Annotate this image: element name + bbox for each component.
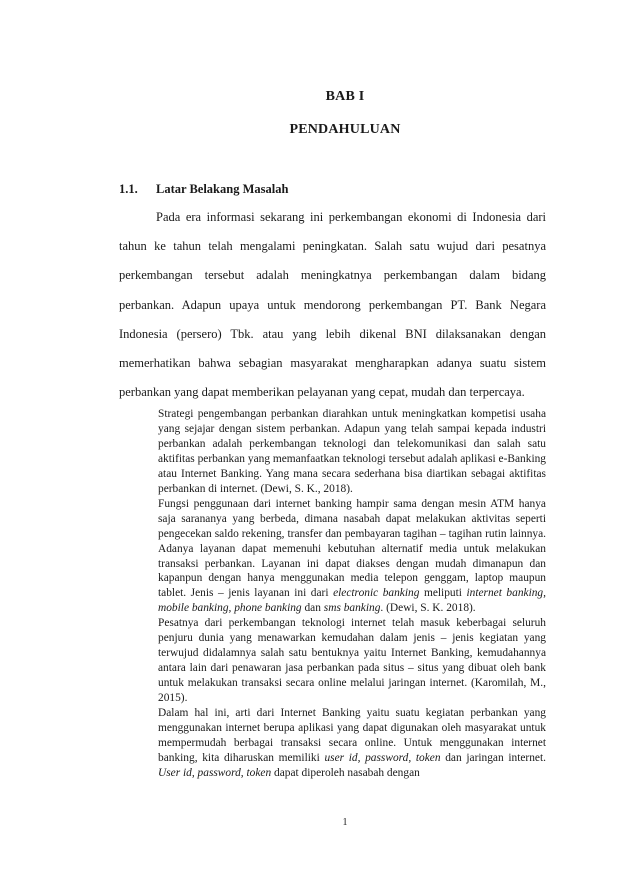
- quote-paragraph-3: Pesatnya dari perkembangan teknologi internet telah masuk keberbagai seluruh penjuru dunia yang menawarkan kemudahan dalam jenis – jenis kegiatan yang terwujud didalamnya salah satu bentuknya yaitu Internet Banking, kemudahannya antara lain dari penawaran jasa perbankan pada situs – situs yang dibuat oleh bank untuk melakukan transaksi secara online melalui jaringan internet. (Karomilah, M., 2015).: [158, 617, 546, 705]
- quote-4-text: dan jaringan internet.: [440, 751, 546, 764]
- quote-4-text: dapat diperoleh nasabah dengan: [271, 766, 420, 779]
- quote-2-italic-term: internet banking, mobile banking, phone banking: [158, 587, 546, 615]
- quote-2-italic-term: sms banking: [323, 602, 381, 615]
- page-number: 1: [342, 817, 348, 828]
- quote-2-italic-term: electronic banking: [333, 587, 420, 600]
- quote-paragraph-4: [158, 706, 546, 781]
- section-heading: [119, 182, 288, 197]
- chapter-number: BAB I: [325, 89, 365, 104]
- chapter-title: PENDAHULUAN: [289, 122, 401, 137]
- block-quotations: [158, 407, 546, 781]
- quote-2-text: . (Dewi, S. K. 2018).: [380, 602, 476, 615]
- section-number: 1.1.: [119, 182, 138, 196]
- quote-4-italic-term: User id, password, token: [158, 766, 272, 779]
- quote-paragraph-2: [158, 497, 546, 617]
- section-title: Latar Belakang Masalah: [156, 182, 289, 196]
- quote-2-text: Fungsi penggunaan dari internet banking hampir sama dengan mesin ATM hanya saja sarananya yang berbeda, dimana nasabah dapat melakukan aktivitas seperti pengecekan saldo rekening, transfer dan pembayaran tagihan – tagihan rutin lainnya. Adanya layanan dapat memenuhi kebutuhan alternatif media untuk melakukan transaksi perbankan. Layanan ini dapat diakses dengan mudah dimanapun dan kapanpun dengan hanya menggunakan media telepon genggam, laptop maupun tablet. Jenis – jenis layanan ini dari: [158, 497, 546, 600]
- quote-4-text: Dalam hal ini, arti dari Internet Banking yaitu suatu kegiatan perbankan yang menggunakan internet berupa aplikasi yang dapat digunakan oleh masyarakat untuk mempermudah berbagai transaksi secara online. Untuk menggunakan internet banking, kita diharuskan memiliki: [158, 707, 546, 764]
- body-paragraph: Pada era informasi sekarang ini perkembangan ekonomi di Indonesia dari tahun ke tahun telah mengalami peningkatan. Salah satu wujud dari pesatnya perkembangan tersebut adalah meningkatnya perkembangan dalam bidang perbankan. Adapun upaya untuk mendorong perkembangan PT. Bank Negara Indonesia (persero) Tbk. atau yang lebih dikenal BNI dilaksanakan dengan memerhatikan bahwa sebagian masyarakat mengharapkan adanya suatu sistem perbankan yang dapat memberikan pelayanan yang cepat, mudah dan terpercaya.: [119, 210, 546, 400]
- quote-4-italic-term: user id, password, token: [324, 751, 441, 764]
- quote-paragraph-1: Strategi pengembangan perbankan diarahkan untuk meningkatkan kompetisi usaha yang sejajar dengan sistem perbankan. Adapun yang telah sampai kepada industri perbankan adalah perkembangan teknologi dan telekomunikasi dan salah satu aktifitas perbankan yang memanfaatkan teknologi tersebut adalah aplikasi e-Banking atau Internet Banking. Yang mana secara sederhana bisa diartikan sebagai aktifitas perbankan di internet. (Dewi, S. K., 2018).: [158, 408, 546, 495]
- quote-2-text: meliputi: [419, 587, 467, 600]
- quote-2-text: dan: [301, 602, 324, 615]
